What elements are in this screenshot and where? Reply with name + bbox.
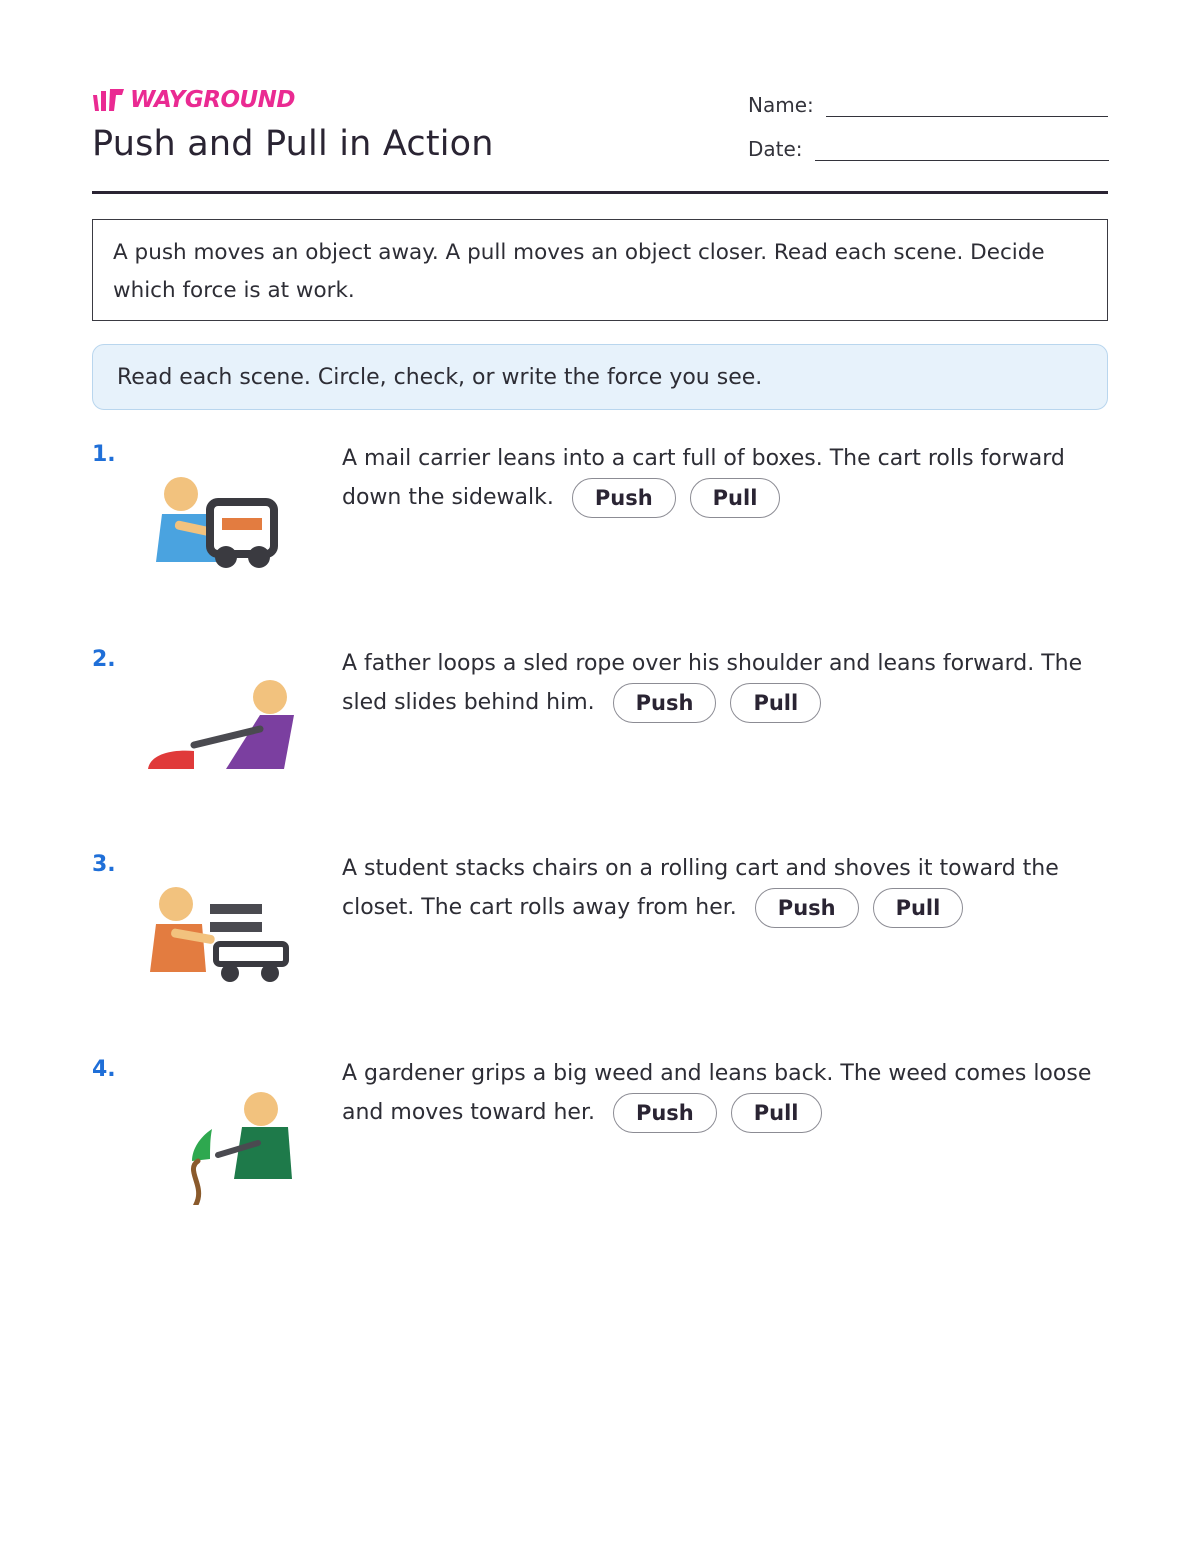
question-item-3	[92, 850, 1108, 1030]
scene-description: A student stacks chairs on a rolling cart and shoves it toward the closet. The cart rolls away from her.	[342, 856, 1059, 920]
question-item-4	[92, 1055, 1108, 1235]
date-input-line[interactable]	[815, 134, 1109, 161]
question-number: 3.	[92, 852, 116, 877]
father-pulling-sled-icon	[142, 655, 302, 795]
brand-logo	[92, 86, 295, 114]
pull-choice-button[interactable]: Pull	[731, 1093, 822, 1133]
push-choice-button[interactable]: Push	[572, 478, 676, 518]
question-text	[342, 1055, 1112, 1133]
name-field	[748, 90, 1108, 117]
pull-choice-button[interactable]: Pull	[690, 478, 781, 518]
pull-choice-button[interactable]: Pull	[873, 888, 964, 928]
pull-choice-button[interactable]: Pull	[730, 683, 821, 723]
question-text	[342, 850, 1112, 928]
push-choice-button[interactable]: Push	[755, 888, 859, 928]
intro-box: A push moves an object away. A pull moves an object closer. Read each scene. Decide which force is at work.	[92, 219, 1108, 321]
worksheet-header	[92, 84, 1108, 196]
question-item-2	[92, 645, 1108, 825]
name-label: Name:	[748, 93, 814, 117]
date-label: Date:	[748, 137, 803, 161]
scene-description: A father loops a sled rope over his shoulder and leans forward. The sled slides behind him.	[342, 651, 1083, 715]
question-number: 2.	[92, 647, 116, 672]
brand-name: WAYGROUND	[130, 87, 296, 113]
header-divider	[92, 191, 1108, 194]
question-number: 1.	[92, 442, 116, 467]
question-item-1	[92, 440, 1108, 620]
question-text	[342, 440, 1112, 518]
instructions-text: Read each scene. Circle, check, or write the force you see.	[117, 364, 763, 390]
push-choice-button[interactable]: Push	[613, 1093, 717, 1133]
page-title: Push and Pull in Action	[92, 124, 494, 164]
question-number: 4.	[92, 1057, 116, 1082]
instructions-banner	[92, 344, 1108, 410]
mail-carrier-pushing-cart-icon	[142, 450, 302, 590]
student-pushing-chair-cart-icon	[142, 860, 302, 1000]
wayground-logo-icon	[92, 87, 126, 113]
question-text	[342, 645, 1112, 723]
name-input-line[interactable]	[826, 90, 1108, 117]
date-field	[748, 134, 1109, 161]
scene-description: A gardener grips a big weed and leans back. The weed comes loose and moves toward her.	[342, 1061, 1092, 1125]
scene-description: A mail carrier leans into a cart full of boxes. The cart rolls forward down the sidewalk.	[342, 446, 1065, 510]
push-choice-button[interactable]: Push	[613, 683, 717, 723]
gardener-pulling-weed-icon	[142, 1065, 302, 1205]
